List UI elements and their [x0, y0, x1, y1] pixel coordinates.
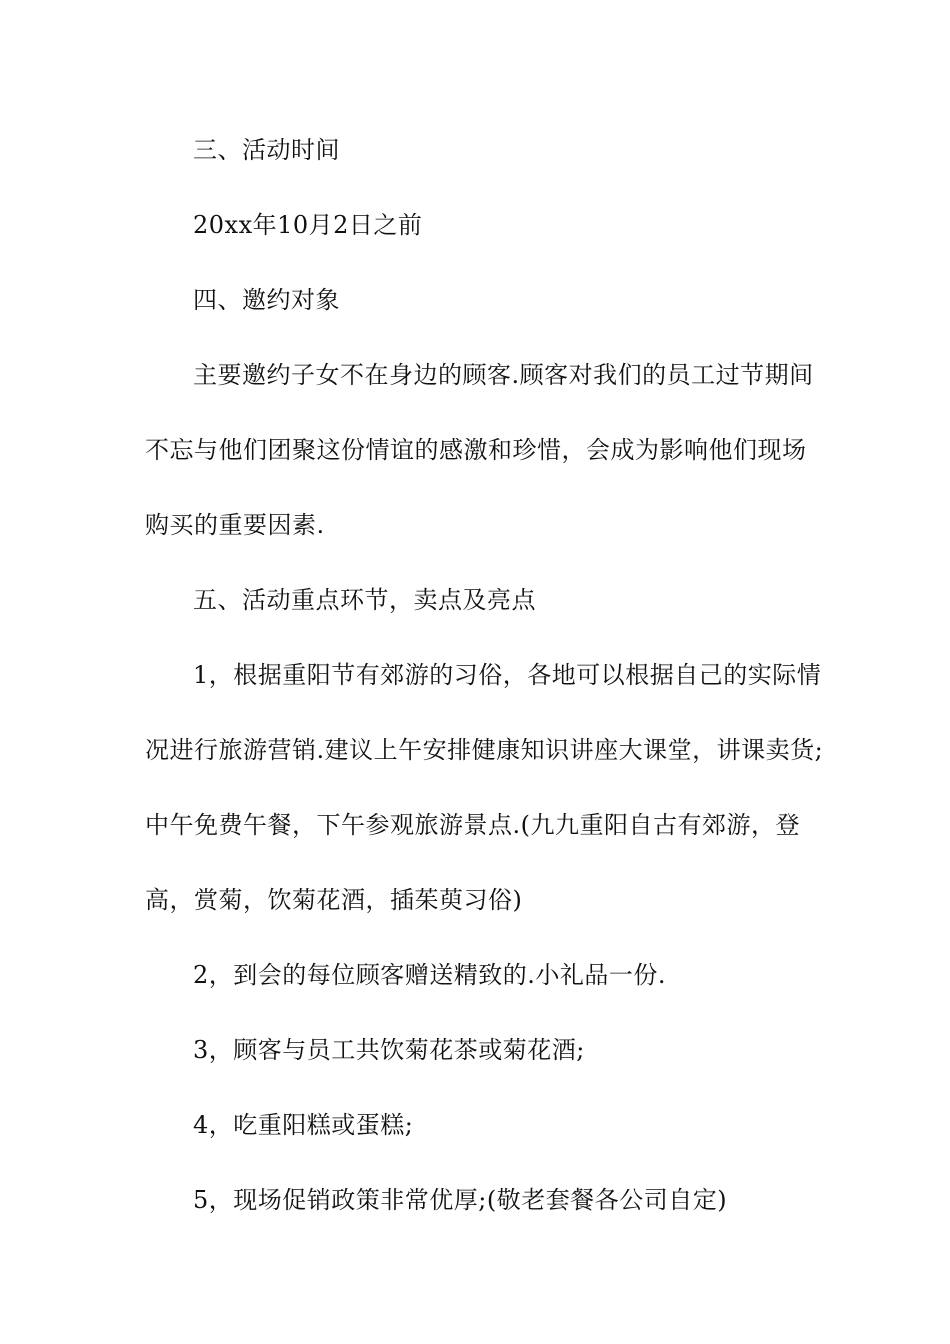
list-item-line: 3，顾客与员工共饮菊花茶或菊花酒;	[193, 1036, 585, 1064]
list-item-line: 中午免费午餐，下午参观旅游景点.(九九重阳自古有郊游，登	[145, 811, 800, 839]
list-item-line: 1，根据重阳节有郊游的习俗，各地可以根据自己的实际情	[193, 661, 822, 689]
section-heading-invitees: 四、邀约对象	[193, 286, 340, 314]
list-item-line: 4，吃重阳糕或蛋糕;	[193, 1111, 414, 1139]
paragraph-line: 主要邀约子女不在身边的顾客.顾客对我们的员工过节期间	[193, 361, 814, 389]
list-item-line: 况进行旅游营销.建议上午安排健康知识讲座大课堂，讲课卖货;	[145, 736, 824, 764]
list-item-line: 高，赏菊，饮菊花酒，插茱萸习俗)	[145, 886, 523, 914]
list-item-line: 5，现场促销政策非常优厚;(敬老套餐各公司自定)	[193, 1186, 728, 1214]
paragraph-line: 购买的重要因素.	[145, 511, 325, 539]
section-heading-key-points: 五、活动重点环节，卖点及亮点	[193, 586, 536, 614]
list-item-line: 2，到会的每位顾客赠送精致的.小礼品一份.	[193, 961, 667, 989]
section-heading-activity-time: 三、活动时间	[193, 136, 340, 164]
paragraph-line: 不忘与他们团聚这份情谊的感激和珍惜，会成为影响他们现场	[145, 436, 807, 464]
activity-date-text: 20xx年10月2日之前	[193, 211, 423, 239]
